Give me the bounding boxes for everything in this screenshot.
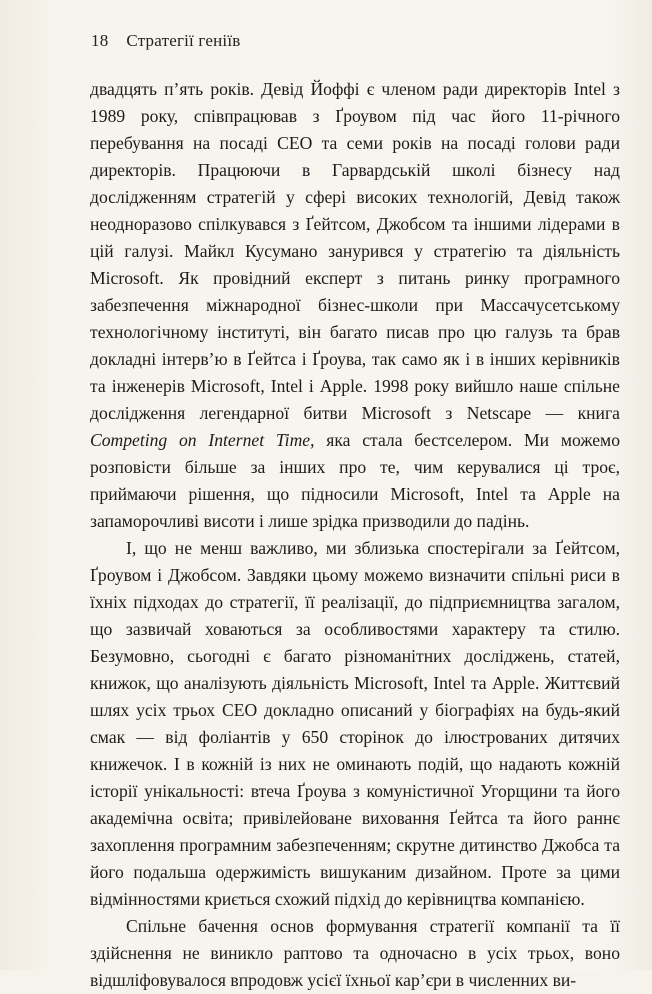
- body-text: [90, 76, 620, 994]
- paragraph-3: Спільне бачення основ формування стратегії компанії та її здійснення не виникло раптово та одночасно в усіх трьох, воно відшліфовувалося впродовж усієї їхньої кар’єри в численних ви-: [90, 916, 620, 990]
- paragraph-1-text-b: , яка стала бестселером. Ми можемо розповісти більше за інших про те, чим керувалися ці троє, приймаючи рішення, що підносили Microsoft, Intel та Apple на запаморочливі висоти і лише зрідка призводили до падінь.: [90, 430, 620, 531]
- running-header: [91, 31, 240, 51]
- paragraph-1-text-a: двадцять п’ять років. Девід Йоффі є членом ради директорів Intel з 1989 року, співпрацював з Ґроувом під час його 11-річного перебування на посаді CEO та семи років на посаді голови ради директорів. Працюючи в Гарвардській школі бізнесу над дослідженням стратегій у сфері високих технологій, Девід також неодноразово спілкувався з Ґейтсом, Джобсом та іншими лідерами в цій галузі. Майкл Кусумано занурився у стратегію та діяльність Microsoft. Як провідний експерт з питань ринку програмного забезпечення міжнародної бізнес-школи при Массачусетському технологічному інституті, він багато писав про цю галузь та брав докладні інтерв’ю в Ґейтса і Ґроува, так само як і в інших керівників та інженерів Microsoft, Intel і Apple. 1998 року вийшло наше спільне дослідження легендарної битви Microsoft з Netscape — книга: [90, 79, 620, 423]
- page-number: 18: [91, 31, 109, 50]
- book-title-italic: Competing on Internet Time: [90, 430, 311, 450]
- paragraph-1: [90, 76, 620, 535]
- book-title: Стратегії геніїв: [126, 31, 241, 50]
- paragraph-2: І, що не менш важливо, ми зблизька спостерігали за Ґейтсом, Ґроувом і Джобсом. Завдяки цьому можемо визначити спільні риси в їхніх підходах до стратегії, її реалізації, до підприємництва загалом, що зазвичай ховаються за особливостями характеру та стилю. Безумовно, сьогодні є багато різноманітних досліджень, статей, книжок, що аналізують діяльність Microsoft, Intel та Apple. Життєвий шлях усіх трьох CEO докладно описаний у біографіях на будь-який смак — від фоліантів у 650 сторінок до ілюстрованих дитячих книжечок. І в кожній із них не оминають подій, що надають кожній історії унікальності: втеча Ґроува з комуністичної Угорщини та його академічна освіта; привілейоване виховання Ґейтса та його раннє захоплення програмним забезпеченням; скрутне дитинство Джобса та його подальша одержимість вишуканим дизайном. Проте за цими відмінностями криється схожий підхід до керівництва компанією.: [90, 538, 620, 909]
